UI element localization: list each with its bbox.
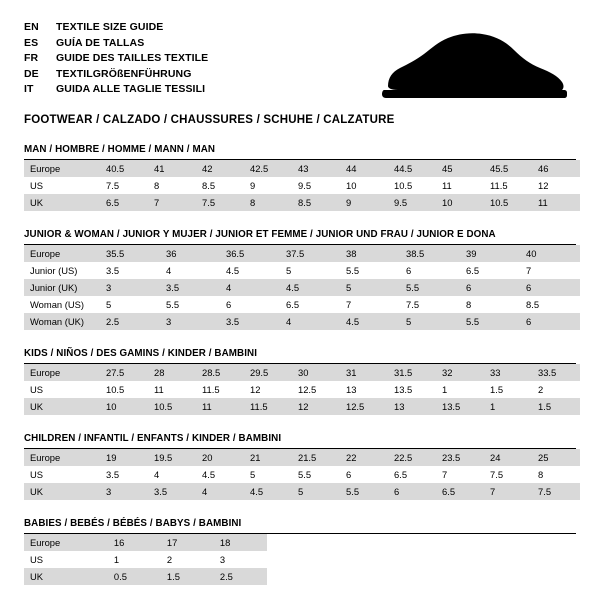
cell-empty bbox=[267, 551, 576, 568]
cell: 9.5 bbox=[292, 177, 340, 194]
size-table-junior-woman bbox=[24, 245, 580, 330]
table-row bbox=[24, 449, 580, 466]
cell: 7 bbox=[484, 483, 532, 500]
footwear-heading: FOOTWEAR / CALZADO / CHAUSSURES / SCHUHE / CALZATURE bbox=[24, 114, 395, 126]
cell: 9 bbox=[340, 194, 388, 211]
cell: 6 bbox=[340, 466, 388, 483]
cell: 3 bbox=[214, 551, 267, 568]
table-row bbox=[24, 177, 580, 194]
cell: 22 bbox=[340, 449, 388, 466]
cell: 4 bbox=[148, 466, 196, 483]
row-label: Woman (UK) bbox=[24, 313, 100, 330]
cell: 44.5 bbox=[388, 160, 436, 177]
cell: 18 bbox=[214, 534, 267, 551]
cell: 38.5 bbox=[400, 245, 460, 262]
cell: 39 bbox=[460, 245, 520, 262]
cell: 3.5 bbox=[160, 279, 220, 296]
cell: 6 bbox=[400, 262, 460, 279]
cell: 21.5 bbox=[292, 449, 340, 466]
cell: 7 bbox=[340, 296, 400, 313]
cell: 6.5 bbox=[388, 466, 436, 483]
cell: 45.5 bbox=[484, 160, 532, 177]
row-label: Europe bbox=[24, 534, 108, 551]
cell: 13 bbox=[340, 381, 388, 398]
cell: 5 bbox=[100, 296, 160, 313]
row-label: Junior (UK) bbox=[24, 279, 100, 296]
cell: 3 bbox=[100, 279, 160, 296]
cell: 36.5 bbox=[220, 245, 280, 262]
language-code: IT bbox=[24, 83, 34, 95]
cell: 8 bbox=[148, 177, 196, 194]
section-babies bbox=[24, 518, 576, 585]
language-row bbox=[24, 36, 208, 51]
cell: 0.5 bbox=[108, 568, 161, 585]
cell: 12.5 bbox=[292, 381, 340, 398]
table-row bbox=[24, 245, 580, 262]
cell: 41 bbox=[148, 160, 196, 177]
row-label: UK bbox=[24, 483, 100, 500]
language-code: ES bbox=[24, 36, 39, 49]
cell: 23.5 bbox=[436, 449, 484, 466]
row-label: UK bbox=[24, 194, 100, 211]
cell: 11 bbox=[532, 194, 580, 211]
size-table-babies bbox=[24, 534, 576, 585]
table-row bbox=[24, 551, 576, 568]
row-label: Woman (US) bbox=[24, 296, 100, 313]
cell: 5 bbox=[340, 279, 400, 296]
cell: 30 bbox=[292, 364, 340, 381]
cell: 24 bbox=[484, 449, 532, 466]
cell: 31 bbox=[340, 364, 388, 381]
cell: 6 bbox=[520, 313, 580, 330]
section-title: MAN / HOMBRE / HOMME / MANN / MAN bbox=[24, 144, 576, 160]
row-label: UK bbox=[24, 568, 108, 585]
section-title: BABIES / BEBÉS / BÉBÉS / BABYS / BAMBINI bbox=[24, 518, 576, 534]
cell: 5.5 bbox=[340, 483, 388, 500]
cell: 44 bbox=[340, 160, 388, 177]
cell: 3.5 bbox=[100, 466, 148, 483]
cell: 25 bbox=[532, 449, 580, 466]
size-table-man bbox=[24, 160, 580, 211]
table-row bbox=[24, 279, 580, 296]
cell: 6.5 bbox=[280, 296, 340, 313]
cell: 11 bbox=[196, 398, 244, 415]
cell: 12.5 bbox=[340, 398, 388, 415]
cell: 2.5 bbox=[100, 313, 160, 330]
cell: 3 bbox=[160, 313, 220, 330]
row-label: US bbox=[24, 177, 100, 194]
cell: 16 bbox=[108, 534, 161, 551]
cell: 10 bbox=[100, 398, 148, 415]
row-label: US bbox=[24, 381, 100, 398]
cell: 22.5 bbox=[388, 449, 436, 466]
cell: 45 bbox=[436, 160, 484, 177]
size-table-kids bbox=[24, 364, 580, 415]
cell: 8 bbox=[532, 466, 580, 483]
cell: 7.5 bbox=[196, 194, 244, 211]
cell: 5 bbox=[292, 483, 340, 500]
cell: 10.5 bbox=[148, 398, 196, 415]
cell: 17 bbox=[161, 534, 214, 551]
cell: 36 bbox=[160, 245, 220, 262]
language-title: GUÍA DE TALLAS bbox=[56, 36, 145, 49]
language-code: FR bbox=[24, 52, 39, 64]
cell: 2.5 bbox=[214, 568, 267, 585]
cell: 4.5 bbox=[280, 279, 340, 296]
section-title: JUNIOR & WOMAN / JUNIOR Y MUJER / JUNIOR ET FEMME / JUNIOR UND FRAU / JUNIOR E DONA bbox=[24, 229, 576, 245]
cell: 42.5 bbox=[244, 160, 292, 177]
cell: 4.5 bbox=[196, 466, 244, 483]
row-label: Junior (US) bbox=[24, 262, 100, 279]
table-row bbox=[24, 262, 580, 279]
table-row bbox=[24, 534, 576, 551]
cell: 13.5 bbox=[436, 398, 484, 415]
table-row bbox=[24, 160, 580, 177]
section-title: CHILDREN / INFANTIL / ENFANTS / KINDER / BAMBINI bbox=[24, 433, 576, 449]
cell: 29.5 bbox=[244, 364, 292, 381]
cell: 4 bbox=[280, 313, 340, 330]
row-label: UK bbox=[24, 398, 100, 415]
row-label: Europe bbox=[24, 160, 100, 177]
table-row bbox=[24, 296, 580, 313]
language-title: GUIDE DES TAILLES TEXTILE bbox=[56, 52, 209, 64]
table-row bbox=[24, 194, 580, 211]
cell: 3.5 bbox=[148, 483, 196, 500]
cell: 19.5 bbox=[148, 449, 196, 466]
cell: 10.5 bbox=[100, 381, 148, 398]
section-kids bbox=[24, 348, 576, 415]
cell: 2 bbox=[161, 551, 214, 568]
cell: 9 bbox=[244, 177, 292, 194]
cell: 1 bbox=[108, 551, 161, 568]
cell: 11 bbox=[436, 177, 484, 194]
language-title: GUIDA ALLE TAGLIE TESSILI bbox=[56, 83, 206, 95]
cell: 12 bbox=[292, 398, 340, 415]
cell: 32 bbox=[436, 364, 484, 381]
cell: 8.5 bbox=[520, 296, 580, 313]
language-code: EN bbox=[24, 21, 39, 33]
cell: 8.5 bbox=[196, 177, 244, 194]
cell-empty bbox=[267, 534, 576, 551]
table-row bbox=[24, 466, 580, 483]
cell: 13 bbox=[388, 398, 436, 415]
table-row bbox=[24, 568, 576, 585]
cell: 12 bbox=[244, 381, 292, 398]
language-list bbox=[24, 20, 208, 97]
cell: 13.5 bbox=[388, 381, 436, 398]
language-title: TEXTILE SIZE GUIDE bbox=[56, 21, 164, 33]
cell: 12 bbox=[532, 177, 580, 194]
cell: 7 bbox=[436, 466, 484, 483]
cell: 7.5 bbox=[532, 483, 580, 500]
cell: 21 bbox=[244, 449, 292, 466]
cell: 28 bbox=[148, 364, 196, 381]
cell: 40 bbox=[520, 245, 580, 262]
language-row bbox=[24, 51, 208, 66]
row-label: Europe bbox=[24, 364, 100, 381]
cell: 10.5 bbox=[484, 194, 532, 211]
cell: 8 bbox=[460, 296, 520, 313]
cell: 35.5 bbox=[100, 245, 160, 262]
row-label: Europe bbox=[24, 449, 100, 466]
language-title: TEXTILGRÖßENFÜHRUNG bbox=[56, 67, 192, 80]
cell: 6 bbox=[460, 279, 520, 296]
cell: 5 bbox=[280, 262, 340, 279]
language-row bbox=[24, 67, 208, 82]
cell: 31.5 bbox=[388, 364, 436, 381]
cell: 10 bbox=[436, 194, 484, 211]
cell: 10.5 bbox=[388, 177, 436, 194]
cell: 7 bbox=[520, 262, 580, 279]
cell: 7 bbox=[148, 194, 196, 211]
cell: 6 bbox=[388, 483, 436, 500]
cell: 40.5 bbox=[100, 160, 148, 177]
cell: 1.5 bbox=[161, 568, 214, 585]
cell: 8 bbox=[244, 194, 292, 211]
cell: 46 bbox=[532, 160, 580, 177]
cell: 4.5 bbox=[244, 483, 292, 500]
language-code: DE bbox=[24, 67, 39, 80]
cell: 7.5 bbox=[400, 296, 460, 313]
cell: 4 bbox=[196, 483, 244, 500]
table-row bbox=[24, 364, 580, 381]
cell: 20 bbox=[196, 449, 244, 466]
table-row bbox=[24, 381, 580, 398]
cell: 7.5 bbox=[100, 177, 148, 194]
cell: 4.5 bbox=[220, 262, 280, 279]
page-header bbox=[24, 20, 576, 100]
cell: 3.5 bbox=[220, 313, 280, 330]
cell: 19 bbox=[100, 449, 148, 466]
cell: 9.5 bbox=[388, 194, 436, 211]
dress-shoe-icon bbox=[378, 24, 568, 100]
language-row bbox=[24, 20, 208, 35]
cell: 33.5 bbox=[532, 364, 580, 381]
cell: 38 bbox=[340, 245, 400, 262]
cell: 42 bbox=[196, 160, 244, 177]
cell: 5 bbox=[244, 466, 292, 483]
cell: 1 bbox=[436, 381, 484, 398]
cell: 6.5 bbox=[460, 262, 520, 279]
cell: 11.5 bbox=[196, 381, 244, 398]
cell: 43 bbox=[292, 160, 340, 177]
size-table-children bbox=[24, 449, 580, 500]
language-row bbox=[24, 82, 208, 97]
cell: 6.5 bbox=[436, 483, 484, 500]
cell: 11.5 bbox=[484, 177, 532, 194]
cell: 10 bbox=[340, 177, 388, 194]
cell: 3.5 bbox=[100, 262, 160, 279]
cell: 37.5 bbox=[280, 245, 340, 262]
cell: 28.5 bbox=[196, 364, 244, 381]
cell: 1 bbox=[484, 398, 532, 415]
table-row bbox=[24, 398, 580, 415]
cell: 5 bbox=[400, 313, 460, 330]
row-label: US bbox=[24, 466, 100, 483]
cell: 6.5 bbox=[100, 194, 148, 211]
cell: 5.5 bbox=[292, 466, 340, 483]
cell: 2 bbox=[532, 381, 580, 398]
cell: 8.5 bbox=[292, 194, 340, 211]
cell: 11.5 bbox=[244, 398, 292, 415]
cell: 5.5 bbox=[460, 313, 520, 330]
section-junior-woman bbox=[24, 229, 576, 330]
cell: 3 bbox=[100, 483, 148, 500]
cell: 5.5 bbox=[340, 262, 400, 279]
cell: 7.5 bbox=[484, 466, 532, 483]
table-row bbox=[24, 483, 580, 500]
cell: 4 bbox=[220, 279, 280, 296]
cell: 5.5 bbox=[160, 296, 220, 313]
row-label: Europe bbox=[24, 245, 100, 262]
row-label: US bbox=[24, 551, 108, 568]
cell: 11 bbox=[148, 381, 196, 398]
cell-empty bbox=[267, 568, 576, 585]
section-children bbox=[24, 433, 576, 500]
cell: 1.5 bbox=[532, 398, 580, 415]
cell: 5.5 bbox=[400, 279, 460, 296]
cell: 1.5 bbox=[484, 381, 532, 398]
section-title: KIDS / NIÑOS / DES GAMINS / KINDER / BAMBINI bbox=[24, 348, 576, 364]
cell: 6 bbox=[220, 296, 280, 313]
cell: 33 bbox=[484, 364, 532, 381]
cell: 27.5 bbox=[100, 364, 148, 381]
section-man bbox=[24, 144, 576, 211]
cell: 4.5 bbox=[340, 313, 400, 330]
table-row bbox=[24, 313, 580, 330]
cell: 4 bbox=[160, 262, 220, 279]
cell: 6 bbox=[520, 279, 580, 296]
